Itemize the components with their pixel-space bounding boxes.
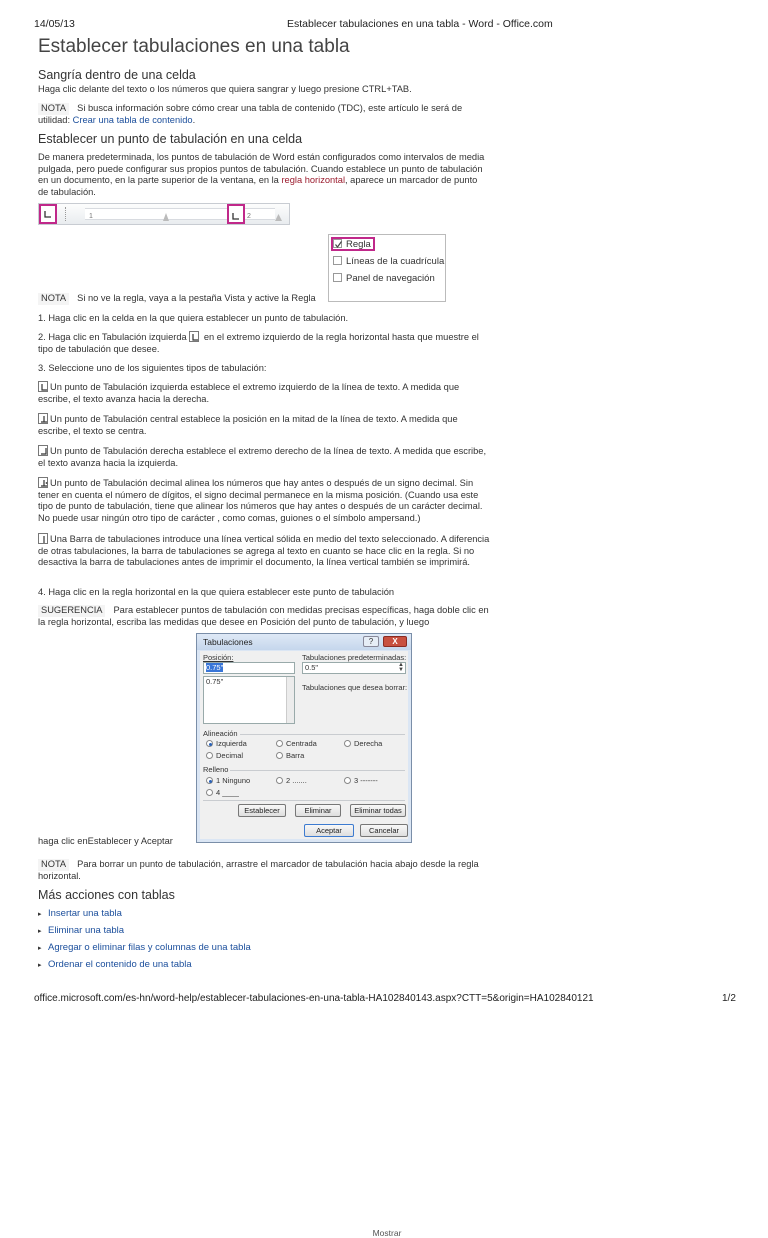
tab-type-center: Un punto de Tabulación central establece la posición en la mitad de la línea de texto. A medida que escribe, el texto se centra. — [38, 414, 458, 436]
print-page-title: Establecer tabulaciones en una tabla - Word - Office.com — [287, 18, 553, 30]
default-tabs-input: 0.5" ▲ ▼ — [302, 662, 406, 674]
step-2: 2. Haga clic en Tabulación izquierda en el extremo izquierdo de la regla horizontal hasta que muestre el tipo de tabulación que desee. — [38, 332, 479, 354]
step-4: 4. Haga clic en la regla horizontal en la que quiera establecer este punto de tabulación — [38, 587, 395, 597]
fill-label: Relleno — [203, 765, 229, 774]
list-scrollbar — [286, 677, 294, 723]
tab-decimal-icon — [38, 477, 48, 488]
alignment-label: Alineación — [203, 729, 238, 738]
section-heading-punto-tabulacion: Establecer un punto de tabulación en una celda — [38, 132, 303, 146]
note-borrar: NOTA Para borrar un punto de tabulación, arrastre el marcador de tabulación hacia abajo desde la regla horizontal. — [38, 859, 479, 881]
eliminar-button: Eliminar — [295, 804, 341, 817]
eliminar-todas-button: Eliminar todas — [350, 804, 406, 817]
tab-type-decimal: Un punto de Tabulación decimal alinea los números que hay antes o después de un signo decimal. Sin tener en cuenta el número de dígitos, el signo decimal permanece en la misma posición. (Cuando usa este tipo de punto de tabulación, tiene que alinear los números que hay antes o después de un carácter decimal. No puede usar ningún otro tipo de carácter , como comas, guiones o el símbolo ampersand.) — [38, 478, 483, 523]
cancelar-button: Cancelar — [360, 824, 408, 837]
step-3: 3. Seleccione uno de los siguientes tipos de tabulación: — [38, 363, 267, 373]
tabulaciones-dialog-image — [196, 633, 412, 843]
note-regla: NOTA Si no ve la regla, vaya a la pestaña Vista y active la Regla — [38, 293, 338, 305]
tab-type-left: Un punto de Tabulación izquierda establece el extremo izquierdo de la línea de texto. A medida que escribe, el texto avanza hacia la derecha. — [38, 382, 460, 404]
unchecked-icon — [333, 256, 342, 265]
section-heading-sangria: Sangría dentro de una celda — [38, 68, 196, 82]
link-eliminar-tabla[interactable]: Eliminar una tabla — [48, 925, 125, 936]
step-1: 1. Haga clic en la celda en la que quiera establecer un punto de tabulación. — [38, 313, 349, 323]
page-title: Establecer tabulaciones en una tabla — [38, 36, 350, 57]
tab-left-icon — [189, 331, 199, 342]
position-input: 0.75" — [203, 662, 295, 674]
position-list-item: 0.75" — [206, 677, 224, 686]
note-tdc: NOTA Si busca información sobre cómo crear una tabla de contenido (TDC), este artículo le será de utilidad: Crear una tabla de contenido. — [38, 103, 463, 125]
close-icon: X — [383, 636, 407, 647]
left-tab-selector-icon — [39, 204, 57, 224]
align-barra: Barra — [276, 751, 304, 760]
checked-icon — [333, 239, 342, 248]
dialog-title: Tabulaciones — [203, 637, 253, 647]
section-text-sangria: Haga clic delante del texto o los números que quiera sangrar y luego presione CTRL+TAB. — [38, 84, 412, 94]
align-izquierda: Izquierda — [206, 739, 247, 748]
link-ordenar-contenido[interactable]: Ordenar el contenido de una tabla — [48, 959, 192, 970]
checkbox-lineas-cuadricula: Líneas de la cuadrícula — [333, 256, 444, 267]
checkbox-panel-navegacion: Panel de navegación — [333, 273, 435, 284]
link-crear-tabla-contenido[interactable]: Crear una tabla de contenido — [72, 114, 193, 125]
tab-type-bar: Una Barra de tabulaciones introduce una línea vertical sólida en medio del texto seleccionado. A diferencia de otras tabulaciones, la barra de tabulaciones se agrega al texto en cuanto se hace clic en la regla. Si no desactiva la barra de tabulaciones antes de imprimir el documento, la línea vertical también se imprimirá. — [38, 534, 490, 567]
list-item — [38, 942, 251, 953]
fill-3: 3 ------- — [344, 776, 378, 785]
clear-tabs-label: Tabulaciones que desea borrar: — [302, 683, 408, 692]
ruler-margin-icon — [65, 207, 67, 221]
list-item — [38, 959, 192, 970]
fill-2: 2 ....... — [276, 776, 307, 785]
dialog-titlebar — [197, 634, 411, 650]
list-item — [38, 925, 124, 936]
ruler-tick-1: 1 — [89, 213, 93, 220]
bullet-arrow-icon: ▸ — [38, 962, 42, 969]
aceptar-button: Aceptar — [304, 824, 354, 837]
print-date: 14/05/13 — [34, 18, 75, 30]
tip-continuation: haga clic enEstablecer y Aceptar — [38, 836, 173, 846]
default-tabs-label: Tabulaciones predeterminadas: — [302, 653, 407, 662]
tab-bar-icon — [38, 533, 48, 544]
note-label: NOTA — [38, 293, 69, 305]
regla-horizontal-term: regla horizontal — [281, 175, 346, 185]
link-insertar-tabla[interactable]: Insertar una tabla — [48, 908, 122, 919]
spinner-icon: ▲ ▼ — [398, 662, 404, 673]
align-derecha: Derecha — [344, 739, 382, 748]
tip-label: SUGERENCIA — [38, 605, 105, 617]
unchecked-icon — [333, 273, 342, 282]
tab-left-icon — [38, 381, 48, 392]
bullet-arrow-icon: ▸ — [38, 945, 42, 952]
ruler-image — [38, 203, 290, 225]
bullet-arrow-icon: ▸ — [38, 911, 42, 918]
print-page-number: 1/2 — [722, 993, 736, 1004]
right-indent-marker-icon — [275, 214, 282, 221]
ruler-tick-2: 2 — [247, 213, 251, 220]
list-item — [38, 908, 122, 919]
section-heading-mas-acciones: Más acciones con tablas — [38, 888, 175, 902]
position-label: Posición: — [203, 653, 234, 662]
link-agregar-eliminar-filas[interactable]: Agregar o eliminar filas y columnas de una tabla — [48, 942, 251, 953]
note-label: NOTA — [38, 859, 69, 871]
mostrar-panel-image: Regla Líneas de la cuadrícula Panel de navegación Mostrar — [328, 234, 446, 302]
bullet-arrow-icon: ▸ — [38, 928, 42, 935]
tip: SUGERENCIA Para establecer puntos de tabulación con medidas precisas específicas, haga doble clic en la regla horizontal, escriba las medidas que desee en Posición del punto de tabulación, y luego — [38, 605, 489, 627]
print-url: office.microsoft.com/es-hn/word-help/establecer-tabulaciones-en-una-tabla-HA102840143.aspx?CTT=5&origin=HA102840121 — [34, 993, 594, 1004]
tab-stop-marker-icon — [227, 204, 245, 224]
align-centrada: Centrada — [276, 739, 317, 748]
fill-1: 1 Ninguno — [206, 776, 250, 785]
dialog-body — [200, 651, 408, 839]
align-decimal: Decimal — [206, 751, 243, 760]
note-label: NOTA — [38, 103, 69, 115]
tab-type-right: Un punto de Tabulación derecha establece el extremo derecho de la línea de texto. A medida que escribe, el texto avanza hacia la izquierda. — [38, 446, 487, 468]
tab-center-icon — [38, 413, 48, 424]
establecer-button: Establecer — [238, 804, 286, 817]
note-text: Si busca información sobre cómo crear una tabla de contenido (TDC), este artículo le será de utilidad: — [38, 103, 463, 125]
checkbox-regla: Regla — [333, 239, 371, 250]
tab-right-icon — [38, 445, 48, 456]
fill-4: 4 ____ — [206, 788, 239, 797]
help-icon: ? — [363, 636, 379, 647]
position-list — [203, 676, 295, 724]
section-text-punto-tabulacion: De manera predeterminada, los puntos de tabulación de Word están configurados como intervalos de media pulgada, pero puede configurar sus propios puntos de tabulación. Cuando establece un punto de tabulación en un documento, en la parte superior de la ventana, en la regla horizontal, aparece un marcador de punto de tabulación. — [38, 152, 485, 197]
